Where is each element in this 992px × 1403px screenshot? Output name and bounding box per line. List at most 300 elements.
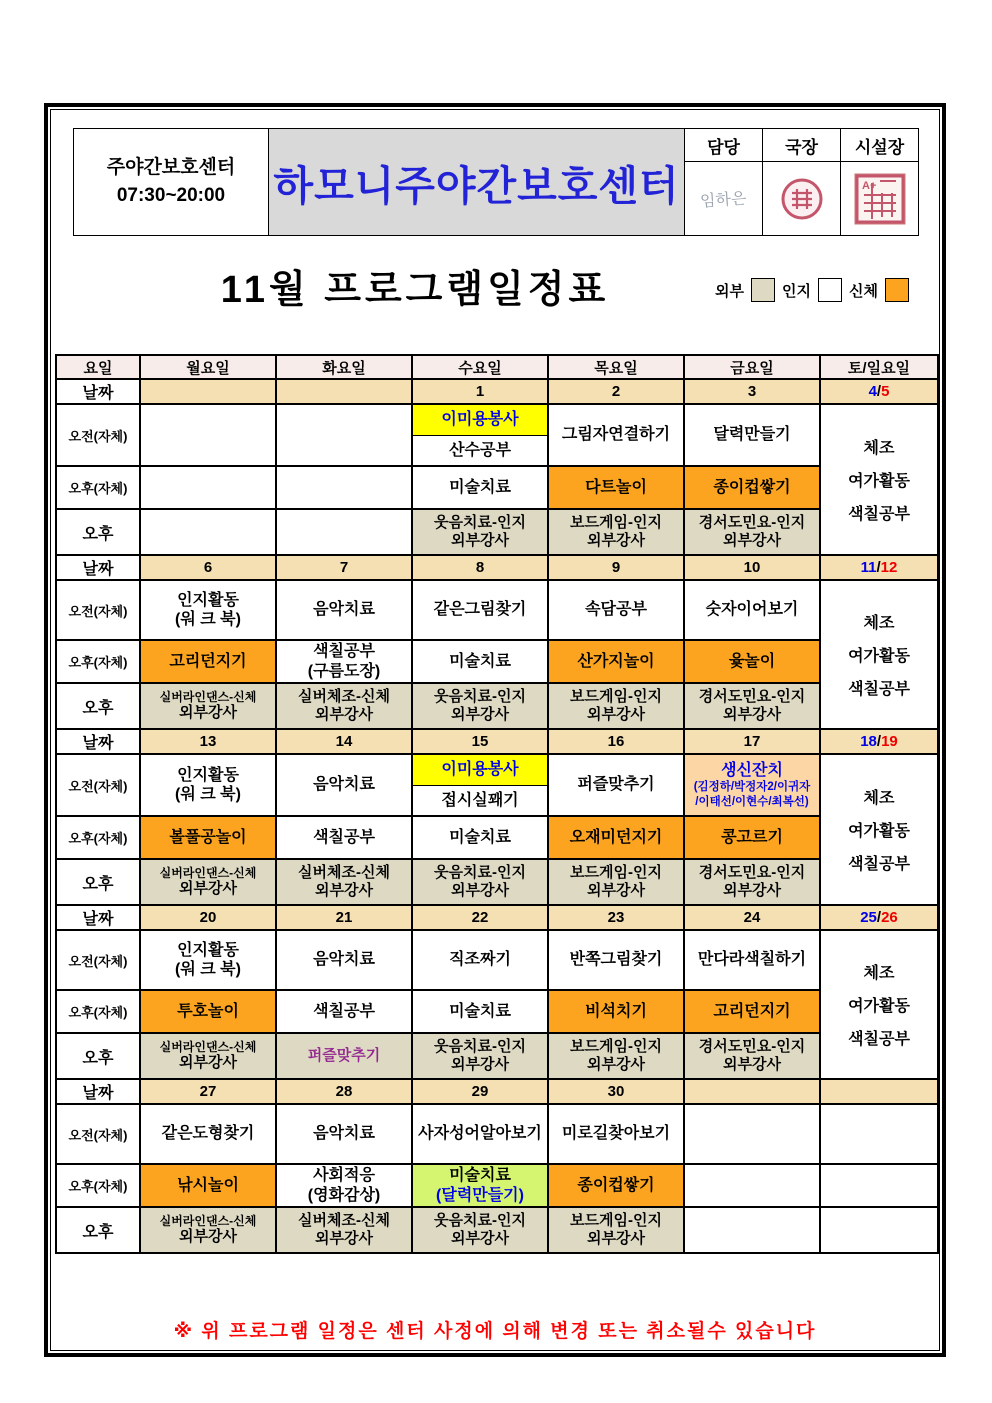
date-cell: 6 [140,555,276,580]
date-cell: 7 [276,555,412,580]
legend [715,278,909,302]
row-label: 오후 [56,1033,140,1079]
schedule-cell [140,1207,276,1253]
weekend-activity: 여가활동 [848,473,910,490]
date-cell: 23 [548,905,684,930]
top-header [73,128,919,236]
cell-line: 미로길찾아보기 [561,1125,671,1143]
cell-line: 음악치료 [313,601,375,619]
cell-line: 고리던지기 [713,1002,791,1020]
schedule-cell [548,640,684,683]
schedule-cell [276,640,412,683]
cell-line: 윷놀이 [728,652,776,670]
row-label: 오후 [56,859,140,905]
cell-line: 콩고르기 [721,828,783,846]
approver-title-gukjang: 국장 [763,128,841,161]
weekend-activity: 색칠공부 [848,681,910,698]
cell-line: 경서도민요-인지 [698,688,806,705]
table-head [56,355,938,379]
title-row [55,258,935,320]
cell-line: 만다라색칠하기 [697,951,807,969]
director-stamp-icon [763,161,841,236]
cell-line: 종이컵쌓기 [713,478,791,496]
schedule-cell [412,930,548,990]
weekend-activities-cell [820,404,938,555]
date-cell: 14 [276,729,412,754]
date-cell: 27 [140,1079,276,1104]
weekend-activity: 체조 [863,790,895,807]
operating-hours: 07:30~20:00 [116,185,226,206]
schedule-cell [140,1164,276,1207]
day-header-row [56,355,938,379]
row-label: 오후 [56,683,140,729]
day-header: 목요일 [548,355,684,379]
date-cell: 24 [684,905,820,930]
weekend-activity: 여가활동 [848,648,910,665]
day-header: 화요일 [276,355,412,379]
cell-line: 달력만들기 [713,426,791,444]
sunday-date: 19 [881,733,898,750]
approver-title-damdang: 담당 [685,128,763,161]
schedule-cell [412,404,548,466]
cell-line: 외부강사 [587,882,645,899]
schedule-row [56,816,938,859]
schedule-cell [684,930,820,990]
weekend-activity: 체조 [863,965,895,982]
cell-line: 웃음치료-인지 [434,1038,526,1055]
center-info-box [73,128,269,236]
weekend-activities-cell [820,754,938,905]
schedule-row [56,930,938,990]
sunday-date: 5 [881,383,890,400]
cell-line: 외부강사 [723,882,781,899]
schedule-cell [140,754,276,816]
schedule-cell [548,859,684,905]
cell-line: 볼풀공놀이 [169,828,247,846]
org-title: 하모니주야간보호센터 [269,128,685,236]
legend-label-external: 외부 [715,282,745,300]
schedule-row [56,1104,938,1164]
row-label: 오후(자체) [56,1164,140,1207]
schedule-cell [548,580,684,640]
row-label-date: 날짜 [56,555,140,580]
cell-line: 외부강사 [315,706,373,723]
schedule-cell [684,466,820,509]
cell-line: (구름도장) [307,662,381,680]
row-label: 오전(자체) [56,930,140,990]
schedule-cell [548,466,684,509]
cell-line: 보드게임-인지 [570,1212,662,1229]
date-row [56,729,938,754]
cell-line: 인지활동 [177,941,239,959]
row-label: 오후(자체) [56,640,140,683]
date-cell: 15 [412,729,548,754]
cell-line: 사자성어알아보기 [418,1125,542,1143]
schedule-cell [412,859,548,905]
date-slash: / [876,909,882,926]
schedule-cell [412,754,548,816]
schedule-cell [140,580,276,640]
cell-line: (영화감상) [307,1186,381,1204]
approver-title-siseoljang: 시설장 [841,128,919,161]
cell-line: 투호놀이 [177,1002,239,1020]
schedule-row [56,580,938,640]
schedule-cell [276,1164,412,1207]
cell-line: 외부강사 [587,532,645,549]
cell-line: 접시실꽤기 [441,791,519,809]
schedule-cell [684,754,820,816]
corner-header: 요일 [56,355,140,379]
row-label: 오전(자체) [56,404,140,466]
schedule-cell [684,1104,820,1164]
cell-line: 실버체조-신체 [298,1212,390,1229]
schedule-cell [276,466,412,509]
schedule-row [56,1033,938,1079]
schedule-cell [412,1207,548,1253]
date-cell [684,1079,820,1104]
date-slash: / [876,383,882,400]
schedule-cell [276,816,412,859]
row-label-date: 날짜 [56,379,140,404]
cell-line: (김정하/박정자2/이귀자 [693,781,811,794]
saturday-date: 11 [860,559,877,576]
cell-line: 산가지놀이 [577,652,655,670]
legend-swatch-external [751,278,775,302]
schedule-cell [140,930,276,990]
schedule-cell [140,1104,276,1164]
cell-line: 같은도형찾기 [161,1125,255,1143]
date-row [56,555,938,580]
cell-line: 실버라인댄스-신체 [159,1213,257,1228]
date-row [56,1079,938,1104]
schedule-cell [140,466,276,509]
cell-line: 오재미던지기 [569,828,663,846]
legend-swatch-cognitive [818,278,842,302]
cell-line: 이미용봉사 [441,761,519,779]
cell-line: 생신잔치 [721,762,783,780]
cell-line: 외부강사 [451,1230,509,1247]
date-cell [820,1079,938,1104]
schedule-cell [684,990,820,1033]
schedule-cell [412,640,548,683]
schedule-sheet [50,109,940,1351]
facility-stamp-icon [841,161,919,236]
schedule-cell [684,640,820,683]
row-label: 오후(자체) [56,466,140,509]
cell-line: /이태선/이현수/최복선) [695,795,809,808]
cell-line: 색칠공부 [313,643,375,661]
cell-line: 인지활동 [177,591,239,609]
cell-line: 색칠공부 [313,1002,375,1020]
schedule-cell [412,1104,548,1164]
cell-line: 경서도민요-인지 [698,1038,806,1055]
schedule-row [56,640,938,683]
cell-line: 웃음치료-인지 [434,688,526,705]
schedule-cell [276,1033,412,1079]
cell-line: 미술치료 [449,652,511,670]
date-cell: 28 [276,1079,412,1104]
cell-line: 색칠공부 [313,828,375,846]
schedule-cell [276,1207,412,1253]
schedule-cell [412,990,548,1033]
center-type-label: 주야간보호센터 [106,156,236,178]
schedule-cell [684,1033,820,1079]
cell-line: 미술치료 [449,478,511,496]
row-label: 오전(자체) [56,754,140,816]
cell-line: 외부강사 [179,704,237,722]
schedule-cell [412,1033,548,1079]
weekend-activities-cell [820,580,938,729]
weekend-activity: 체조 [863,615,895,632]
schedule-row [56,404,938,466]
cell-line: 사회적응 [313,1167,375,1185]
date-cell: 10 [684,555,820,580]
schedule-cell [684,1207,820,1253]
cell-line: 경서도민요-인지 [698,514,806,531]
cell-line: 그림자연결하기 [561,426,671,444]
row-label: 오후(자체) [56,990,140,1033]
cell-line: 숫자이어보기 [705,601,799,619]
row-label: 오전(자체) [56,1104,140,1164]
day-header: 토/일요일 [820,355,938,379]
schedule-cell [820,1164,938,1207]
cell-line: 낚시놀이 [177,1176,239,1194]
schedule-cell [412,816,548,859]
weekend-activity: 색칠공부 [848,1031,910,1048]
schedule-cell [684,404,820,466]
cell-line: 외부강사 [723,706,781,723]
schedule-cell [412,683,548,729]
date-row [56,379,938,404]
weekend-activity: 여가활동 [848,823,910,840]
date-cell [820,729,938,754]
schedule-cell [276,580,412,640]
schedule-cell [548,509,684,555]
cell-line: 외부강사 [451,532,509,549]
schedule-cell [276,509,412,555]
saturday-date: 25 [860,909,877,926]
cell-line: 보드게임-인지 [570,514,662,531]
date-cell: 1 [412,379,548,404]
date-cell: 30 [548,1079,684,1104]
schedule-row [56,990,938,1033]
weekend-activity: 여가활동 [848,998,910,1015]
cell-line: 웃음치료-인지 [434,1212,526,1229]
schedule-cell [820,1207,938,1253]
table-body [56,379,938,1253]
schedule-cell [140,990,276,1033]
schedule-row [56,1164,938,1207]
schedule-cell [140,683,276,729]
date-cell: 13 [140,729,276,754]
schedule-cell [684,580,820,640]
legend-label-physical: 신체 [849,282,878,300]
date-cell: 16 [548,729,684,754]
date-cell [820,379,938,404]
row-label: 오전(자체) [56,580,140,640]
row-label: 오후(자체) [56,816,140,859]
cell-line: 종이컵쌓기 [577,1176,655,1194]
date-cell: 8 [412,555,548,580]
cell-line: (달력만들기) [436,1186,524,1204]
cell-part [413,435,547,465]
schedule-cell [412,509,548,555]
cell-line: 보드게임-인지 [570,1038,662,1055]
cell-line: 외부강사 [723,532,781,549]
schedule-cell [276,930,412,990]
cell-line: 반쪽그림찾기 [569,951,663,969]
legend-label-cognitive: 인지 [782,282,812,300]
cell-line: 외부강사 [179,1228,237,1246]
schedule-cell [548,1033,684,1079]
cell-line: 퍼즐맞추기 [577,776,655,794]
schedule-cell [548,990,684,1033]
date-slash: / [876,559,881,576]
staff-signature: 임하은 [685,161,763,236]
cell-line: 실버체조-신체 [298,864,390,881]
cell-line: 실버라인댄스-신체 [159,1039,257,1054]
day-header: 금요일 [684,355,820,379]
schedule-cell [276,990,412,1033]
date-cell: 21 [276,905,412,930]
cell-line: 음악치료 [313,1125,375,1143]
schedule-cell [276,683,412,729]
date-cell: 20 [140,905,276,930]
cell-line: 미술치료 [449,1167,511,1185]
date-cell [140,379,276,404]
schedule-cell [548,1207,684,1253]
schedule-cell [276,859,412,905]
schedule-cell [140,1033,276,1079]
sunday-date: 26 [881,909,898,926]
program-schedule-table [55,354,939,1254]
cell-line: (워 크 북) [175,961,241,978]
date-slash: / [876,733,882,750]
page-border [44,103,946,1357]
schedule-cell [684,509,820,555]
cell-line: 웃음치료-인지 [434,864,526,881]
cell-line: 인지활동 [177,766,239,784]
cell-line: 외부강사 [179,1054,237,1072]
cell-part [413,785,547,815]
cell-line: 직조짜기 [449,951,511,969]
schedule-cell [276,404,412,466]
cell-line: 외부강사 [451,882,509,899]
schedule-row [56,754,938,816]
schedule-cell [412,580,548,640]
schedule-cell [276,754,412,816]
schedule-cell [140,816,276,859]
schedule-cell [548,404,684,466]
schedule-cell [412,1164,548,1207]
cell-line: 실버체조-신체 [298,688,390,705]
schedule-cell [140,404,276,466]
svg-text:A+: A+ [861,179,876,192]
date-cell: 22 [412,905,548,930]
date-cell [820,555,938,580]
row-label-date: 날짜 [56,905,140,930]
approval-box [685,128,919,236]
cell-line: 경서도민요-인지 [698,864,806,881]
cell-line: 고리던지기 [169,652,247,670]
saturday-date: 18 [860,733,877,750]
day-header: 월요일 [140,355,276,379]
cell-line: 외부강사 [587,1056,645,1073]
schedule-cell [548,1164,684,1207]
date-cell [820,905,938,930]
saturday-date: 4 [868,383,877,400]
cell-line: 외부강사 [723,1056,781,1073]
schedule-cell [548,816,684,859]
schedule-cell [548,683,684,729]
date-cell: 3 [684,379,820,404]
schedule-row [56,683,938,729]
cell-line: 미술치료 [449,828,511,846]
date-cell [276,379,412,404]
cell-line: 웃음치료-인지 [434,514,526,531]
schedule-cell [548,930,684,990]
weekend-activity: 색칠공부 [848,856,910,873]
cell-line: (워 크 북) [175,611,241,628]
schedule-cell [684,1164,820,1207]
cell-line: 다트놀이 [585,478,647,496]
schedule-row [56,509,938,555]
date-cell: 17 [684,729,820,754]
weekend-activities-cell [820,930,938,1079]
cell-line: 보드게임-인지 [570,688,662,705]
schedule-row [56,1207,938,1253]
weekend-activity: 체조 [863,440,895,457]
cell-line: 이미용봉사 [441,411,519,429]
cell-line: 퍼즐맞추기 [307,1047,381,1064]
date-cell: 2 [548,379,684,404]
cell-line: 같은그림찾기 [433,601,527,619]
schedule-cell [684,816,820,859]
schedule-cell [548,754,684,816]
cell-line: 실버라인댄스-신체 [159,689,257,704]
cell-part [413,755,547,785]
schedule-cell [684,683,820,729]
row-label: 오후 [56,1207,140,1253]
row-label-date: 날짜 [56,1079,140,1104]
footer-notice: ※ 위 프로그램 일정은 센터 사정에 의해 변경 또는 취소될수 있습니다 [173,1321,817,1342]
cell-line: (워 크 북) [175,786,241,803]
cell-line: 음악치료 [313,776,375,794]
cell-line: 외부강사 [451,1056,509,1073]
cell-line: 속담공부 [585,601,647,619]
schedule-cell [412,466,548,509]
cell-line: 음악치료 [313,951,375,969]
row-label-date: 날짜 [56,729,140,754]
legend-swatch-physical [885,278,909,302]
date-cell: 29 [412,1079,548,1104]
date-row [56,905,938,930]
cell-line: 비석치기 [585,1002,647,1020]
schedule-cell [548,1104,684,1164]
row-label: 오후 [56,509,140,555]
day-header: 수요일 [412,355,548,379]
schedule-cell [140,859,276,905]
cell-line: 미술치료 [449,1002,511,1020]
schedule-cell [276,1104,412,1164]
weekend-activity: 색칠공부 [848,506,910,523]
page-title: 11월 프로그램일정표 [220,269,610,311]
cell-line: 외부강사 [315,882,373,899]
schedule-cell [820,1104,938,1164]
cell-line: 보드게임-인지 [570,864,662,881]
cell-line: 외부강사 [451,706,509,723]
cell-part [413,405,547,435]
